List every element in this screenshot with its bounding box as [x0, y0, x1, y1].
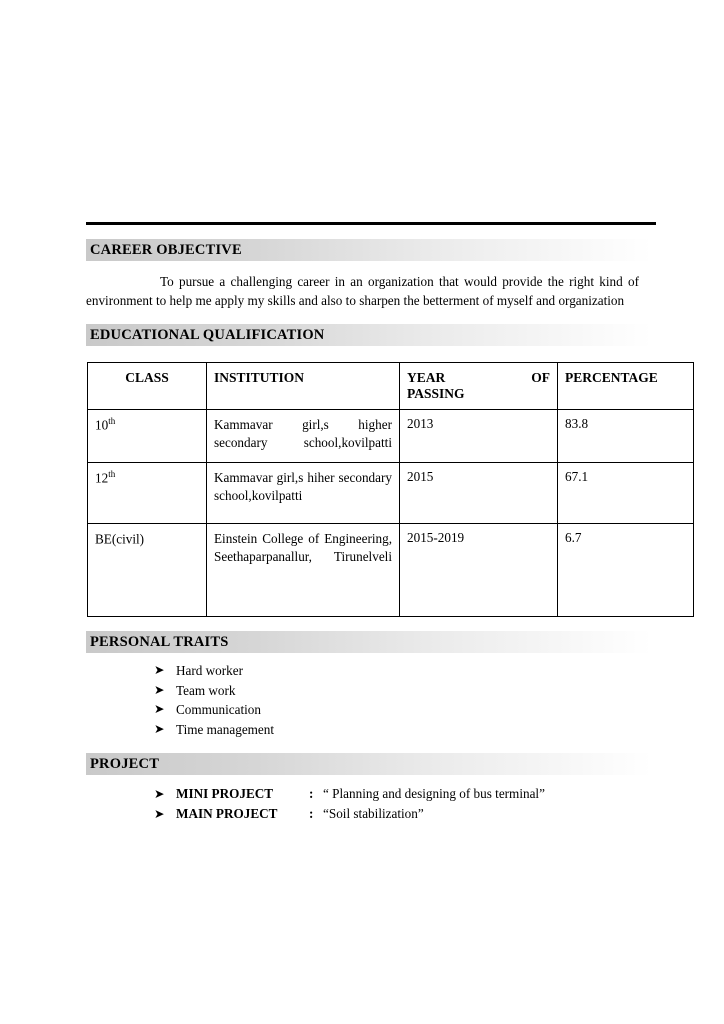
cell-institution: Einstein College of Engineering, Seethaparpanallur, Tirunelveli [207, 524, 400, 617]
section-heading-project: PROJECT [86, 753, 652, 775]
personal-traits-list [86, 661, 638, 739]
column-header-year-of-passing [400, 363, 558, 410]
cell-institution: Kammavar girl,s hiher secondary school,kovilpatti [207, 463, 400, 524]
column-header-institution: INSTITUTION [207, 363, 400, 410]
list-item [154, 720, 638, 740]
arrow-bullet-icon: ➤ [154, 807, 165, 822]
cell-class-superscript: th [108, 469, 116, 480]
table-body [88, 410, 694, 617]
career-objective-text: To pursue a challenging career in an organization that would provide the right kind of environment to help me apply my skills and also to sharpen the betterment of myself and organization [86, 274, 639, 308]
list-item [154, 681, 638, 701]
section-heading-personal-traits: PERSONAL TRAITS [86, 631, 652, 653]
section-heading-career-objective: CAREER OBJECTIVE [86, 239, 652, 261]
table-row [88, 410, 694, 463]
table-header [88, 363, 694, 410]
project-list [86, 784, 638, 824]
list-item-label: Hard worker [176, 663, 244, 679]
project-value: “ Planning and designing of bus terminal” [323, 786, 545, 802]
year-header-line2: PASSING [407, 386, 465, 402]
cell-class [88, 410, 207, 463]
year-header-line1-wrap [407, 370, 550, 386]
cell-class [88, 463, 207, 524]
top-horizontal-rule [86, 222, 656, 225]
cell-year: 2015-2019 [400, 524, 558, 617]
arrow-bullet-icon: ➤ [154, 682, 165, 697]
table-header-row [88, 363, 694, 410]
list-item-label: Communication [176, 702, 261, 718]
project-colon: : [309, 806, 314, 822]
cell-class-superscript: th [108, 416, 116, 427]
project-label: MAIN PROJECT [176, 806, 278, 822]
cell-year: 2013 [400, 410, 558, 463]
cell-class-value: BE(civil) [95, 531, 145, 547]
list-item [154, 804, 638, 824]
cell-class-value: 12 [95, 470, 109, 486]
arrow-bullet-icon: ➤ [154, 663, 165, 678]
project-colon: : [309, 786, 314, 802]
table-row [88, 524, 694, 617]
cell-percentage: 67.1 [558, 463, 694, 524]
table-row [88, 463, 694, 524]
career-objective-paragraph [86, 273, 639, 310]
project-value: “Soil stabilization” [323, 806, 424, 822]
cell-class [88, 524, 207, 617]
arrow-bullet-icon: ➤ [154, 721, 165, 736]
section-heading-educational-qualification: EDUCATIONAL QUALIFICATION [86, 324, 652, 346]
list-item-label: Team work [176, 682, 236, 698]
arrow-bullet-icon: ➤ [154, 702, 165, 717]
cell-percentage: 6.7 [558, 524, 694, 617]
list-item [154, 661, 638, 681]
list-item [154, 784, 638, 804]
cell-year: 2015 [400, 463, 558, 524]
year-header-line1: YEAR [407, 370, 446, 386]
cell-class-value: 10 [95, 417, 109, 433]
list-item-label: Time management [176, 721, 275, 737]
year-header-of: OF [531, 370, 550, 386]
educational-qualification-table [87, 362, 694, 617]
project-label: MINI PROJECT [176, 786, 274, 802]
arrow-bullet-icon: ➤ [154, 787, 165, 802]
document-body [86, 222, 658, 824]
list-item [154, 700, 638, 720]
cell-percentage: 83.8 [558, 410, 694, 463]
column-header-class: CLASS [88, 363, 207, 410]
column-header-percentage: PERCENTAGE [558, 363, 694, 410]
cell-institution: Kammavar girl,s higher secondary school,kovilpatti [207, 410, 400, 463]
